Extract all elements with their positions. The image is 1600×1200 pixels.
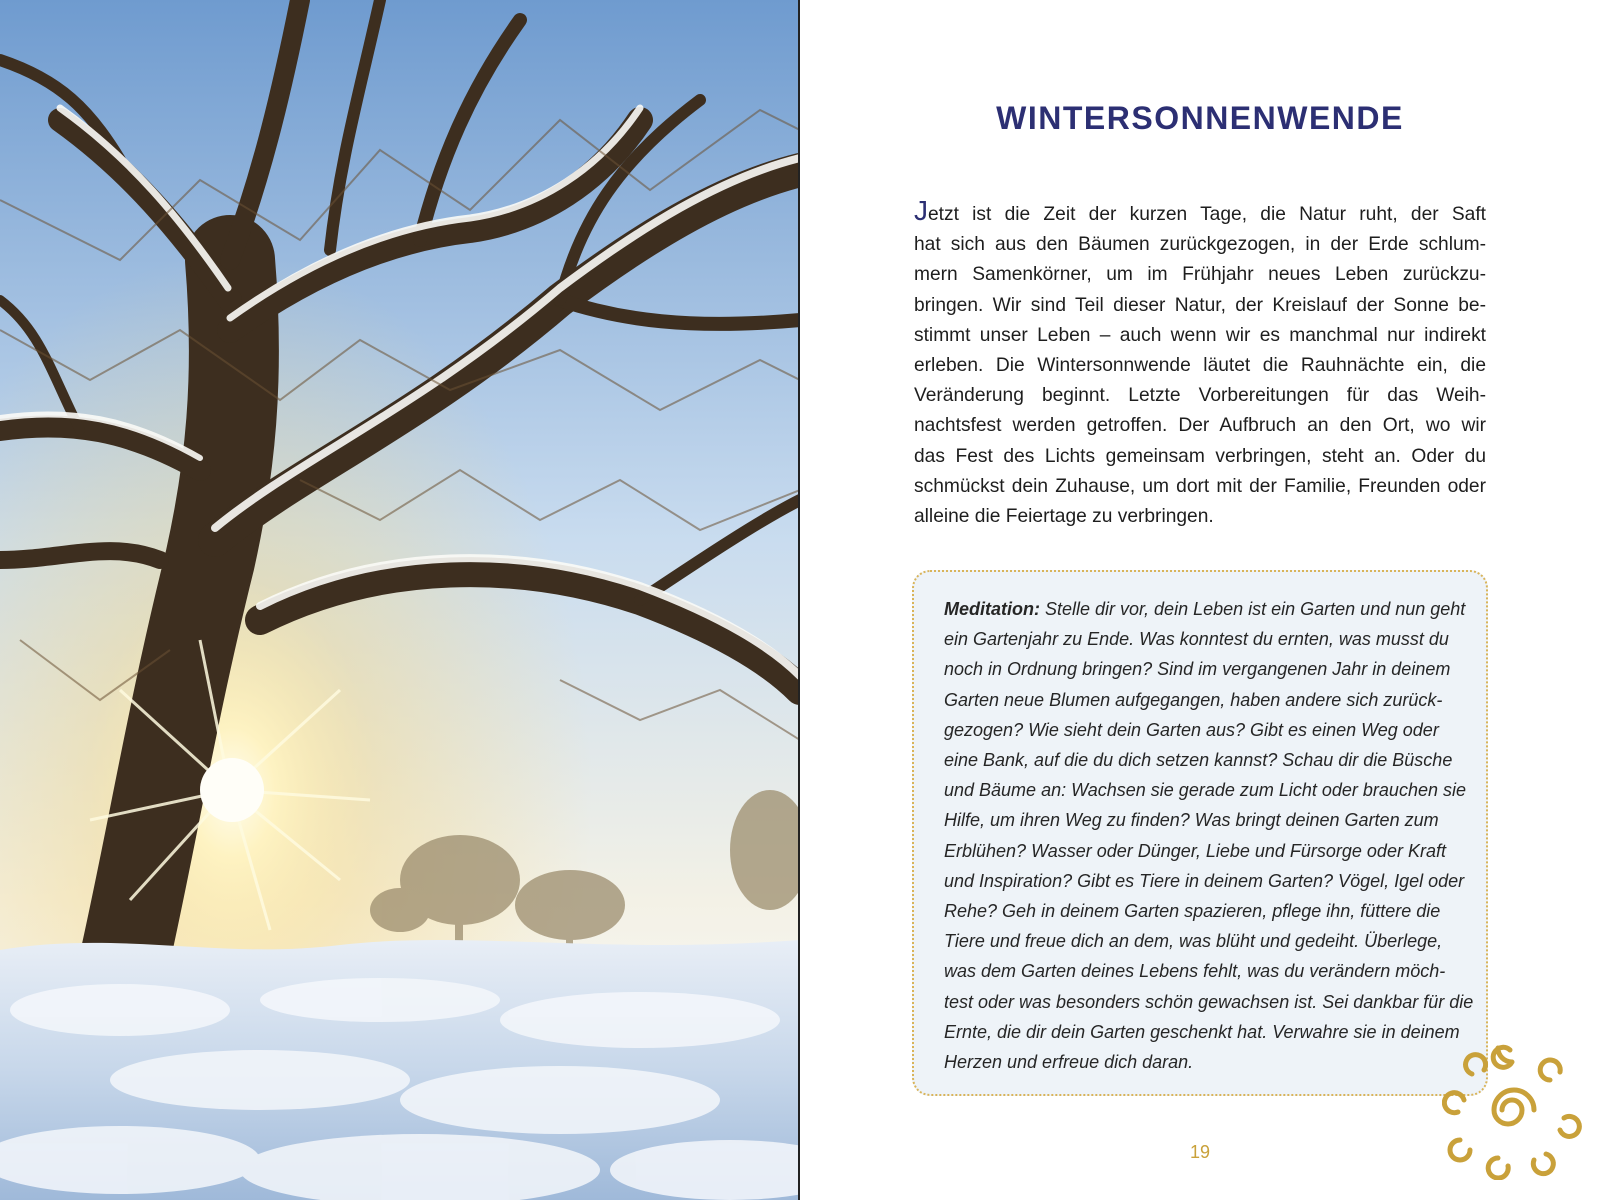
intro-line: erleben. Die Wintersonnwende läutet die Rauhnächte ein, die bbox=[914, 355, 1486, 377]
meditation-line: gezogen? Wie sieht dein Garten aus? Gibt es einen Weg oder bbox=[944, 719, 1439, 740]
meditation-line: und Inspiration? Gibt es Tiere in deinem Garten? Vögel, Igel oder bbox=[944, 870, 1465, 891]
intro-line: Veränderung beginnt. Letzte Vorbereitungen für das Weih- bbox=[914, 385, 1486, 407]
intro-line: schmückst dein Zuhause, um dort mit der Familie, Freunden oder bbox=[914, 475, 1486, 497]
meditation-line: noch in Ordnung bringen? Sind im vergangenen Jahr in deinem bbox=[944, 659, 1451, 680]
meditation-line: test oder was besonders schön gewachsen ist. Sei dankbar für die bbox=[944, 991, 1474, 1012]
intro-line: stimmt unser Leben – auch wenn wir es manchmal nur indirekt bbox=[914, 324, 1486, 346]
text-page bbox=[800, 0, 1600, 1200]
meditation-line: ein Gartenjahr zu Ende. Was konntest du ernten, was musst du bbox=[944, 629, 1449, 650]
meditation-text bbox=[944, 594, 1474, 1077]
page-title: WINTERSONNENWENDE bbox=[996, 100, 1404, 136]
meditation-line: Erblühen? Wasser oder Dünger, Liebe und Fürsorge oder Kraft bbox=[944, 840, 1446, 861]
intro-line: bringen. Wir sind Teil dieser Natur, der Kreislauf der Sonne be- bbox=[914, 294, 1486, 316]
intro-line: das Fest des Lichts gemeinsam verbringen, steht an. Oder du bbox=[914, 445, 1486, 467]
intro-line: hat sich aus den Bäumen zurückgezogen, in der Erde schlum- bbox=[914, 234, 1486, 256]
meditation-line: eine Bank, auf die du dich setzen kannst? Schau dir die Büsche bbox=[944, 750, 1453, 771]
meditation-line: Tiere und freue dich an dem, was blüht und gedeiht. Überlege, bbox=[944, 931, 1443, 952]
sun bbox=[200, 758, 264, 822]
snow-drifts bbox=[0, 978, 800, 1200]
drop-cap: J bbox=[914, 195, 928, 226]
page-number: 19 bbox=[1189, 1142, 1211, 1162]
meditation-line: und Bäume an: Wachsen sie gerade zum Licht oder brauchen sie bbox=[944, 780, 1466, 801]
intro-line: alleine die Feiertage zu verbringen. bbox=[914, 506, 1214, 528]
meditation-line: Ernte, die dir dein Garten geschenkt hat. Verwahre sie in deinem bbox=[944, 1021, 1460, 1042]
intro-line: nachtsfest werden getroffen. Der Aufbruch an den Ort, wo wir bbox=[914, 415, 1486, 437]
meditation-box bbox=[912, 570, 1488, 1096]
meditation-line: was dem Garten deines Lebens fehlt, was du verändern möch- bbox=[944, 961, 1446, 982]
meditation-line: Hilfe, um ihren Weg zu finden? Was bringt deinen Garten zum bbox=[944, 810, 1439, 831]
intro-paragraph bbox=[914, 196, 1486, 532]
meditation-line: Rehe? Geh in deinem Garten spazieren, pflege ihn, füttere die bbox=[944, 901, 1441, 922]
meditation-line-1: Meditation: Stelle dir vor, dein Leben ist ein Garten und nun geht bbox=[944, 599, 1466, 619]
meditation-line: Garten neue Blumen aufgegangen, haben andere sich zurück- bbox=[944, 689, 1443, 710]
intro-line-1: Jetzt ist die Zeit der kurzen Tage, die Natur ruht, der Saft bbox=[914, 195, 1486, 226]
spiral-sun-icon bbox=[1442, 1040, 1582, 1180]
meditation-label: Meditation: bbox=[944, 599, 1040, 619]
intro-line: mern Samenkörner, um im Frühjahr neues Leben zurückzu- bbox=[914, 264, 1486, 286]
meditation-line: Herzen und erfreue dich daran. bbox=[944, 1052, 1194, 1073]
